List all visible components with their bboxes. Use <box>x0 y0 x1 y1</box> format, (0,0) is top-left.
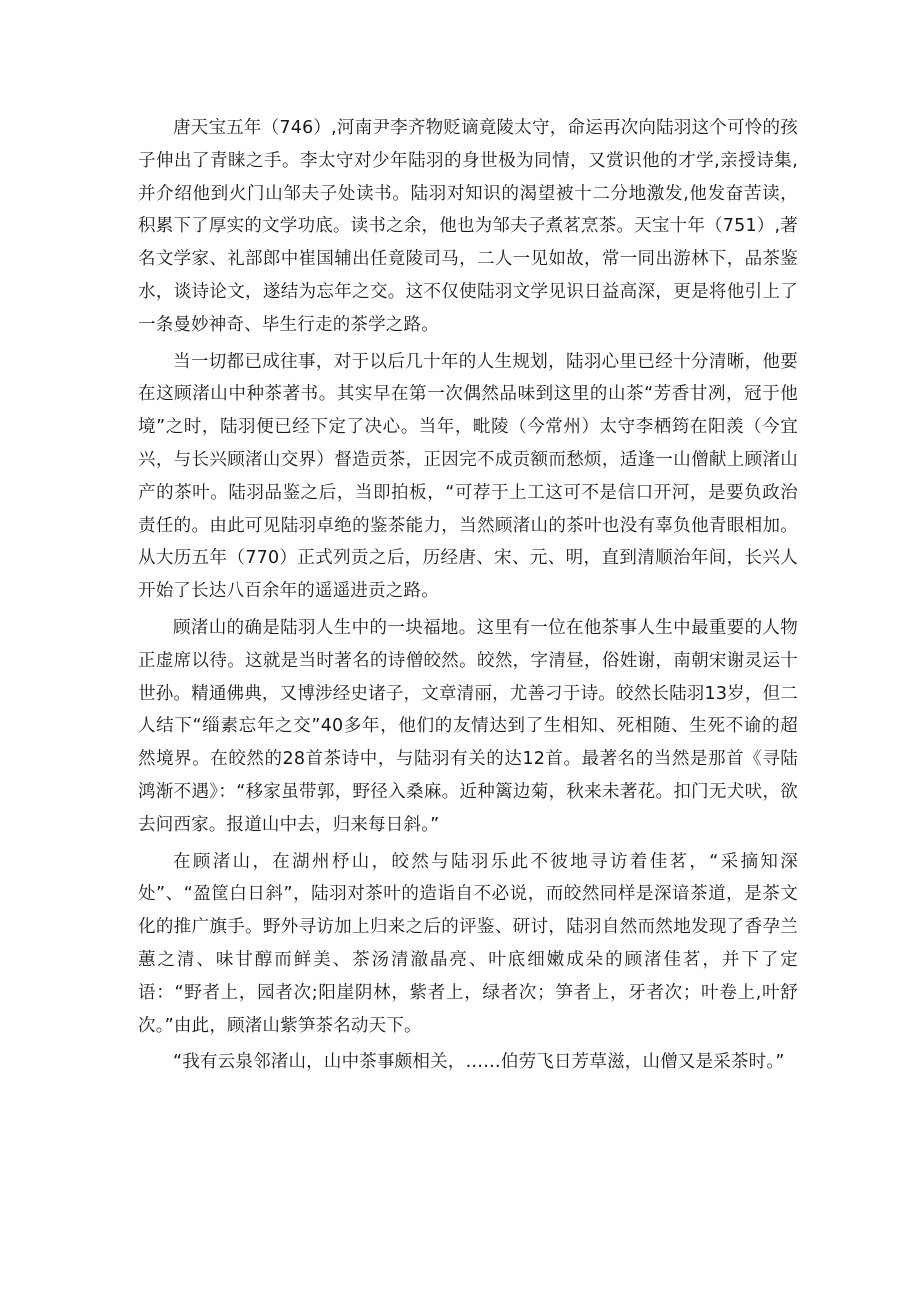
paragraph-poem-quote: “我有云泉邻渚山，山中茶事颇相关，……伯劳飞日芳草滋，山僧又是采茶时。” <box>173 1052 785 1073</box>
paragraph-guzhu-tea: 当一切都已成往事，对于以后几十年的人生规划，陆羽心里已经十分清晰，他要在这顾渚山中种茶著书。其实早在第一次偶然品味到这里的山茶“芳香甘冽，冠于他境”之时，陆羽便已经下定了决心。当年，毗陵（今常州）太守李栖筠在阳羡（今宜兴，与长兴顾渚山交界）督造贡茶，正因完不成贡额而愁烦，适逢一山僧献上顾渚山产的茶叶。陆羽品鉴之后，当即拍板，“可荐于上工这可不是信口开河，是要负政治责任的。由此可见陆羽卓绝的鉴茶能力，当然顾渚山的茶叶也没有辜负他青眼相加。从大历五年（770）正式列贡之后，历经唐、宋、元、明，直到清顺治年间，长兴人开始了长达八百余年的遥遥进贡之路。 <box>138 351 798 602</box>
paragraph-jiaoran: 顾渚山的确是陆羽人生中的一块福地。这里有一位在他茶事人生中最重要的人物正虚席以待。这就是当时著名的诗僧皎然。皎然，字清昼，俗姓谢，南朝宋谢灵运十世孙。精通佛典，又博涉经史诸子，文章清丽，尤善刁于诗。皎然长陆羽13岁，但二人结下“缁素忘年之交”40多年，他们的友情达到了生相知、死相随、生死不谕的超然境界。在皎然的28首茶诗中，与陆羽有关的达12首。最著名的当然是那首《寻陆鸿渐不遇》：“移家虽带郭，野径入桑麻。近种篱边菊，秋来未著花。扣门无犬吠，欲去问西家。报道山中去，归来每日斜。” <box>138 617 798 835</box>
paragraph-lu-yu-youth: 唐天宝五年（746）,河南尹李齐物贬谪竟陵太守，命运再次向陆羽这个可怜的孩子伸出了青睐之手。李太守对少年陆羽的身世极为同情，又赏识他的才学,亲授诗集,并介绍他到火门山邹夫子处读书。陆羽对知识的渴望被十二分地激发,他发奋苦读，积累下了厚实的文学功底。读书之余，他也为邹夫子煮茗烹茶。天宝十年（751）,著名文学家、礼部郎中崔国辅出任竟陵司马，二人一见如故，常一同出游林下，品茶鉴水，谈诗论文，遂结为忘年之交。这不仅使陆羽文学见识日益高深，更是将他引上了一条曼妙神奇、毕生行走的茶学之路。 <box>138 118 798 335</box>
paragraph-zisun-tea: 在顾渚山，在湖州杼山，皎然与陆羽乐此不彼地寻访着佳茗，“采摘知深处”、“盈筐白日斜”，陆羽对茶叶的造诣自不必说，而皎然同样是深谙茶道，是茶文化的推广旗手。野外寻访加上归来之后的评鉴、研讨，陆羽自然而然地发现了香孕兰蕙之清、味甘醇而鲜美、茶汤清澈晶亮、叶底细嫩成朵的顾渚佳茗，并下了定语：“野者上，园者次;阳崖阴林，紫者上，绿者次；笋者上，牙者次；叶卷上,叶舒次。”由此，顾渚山紫笋茶名动天下。 <box>138 851 798 1036</box>
article-body <box>138 112 798 1079</box>
